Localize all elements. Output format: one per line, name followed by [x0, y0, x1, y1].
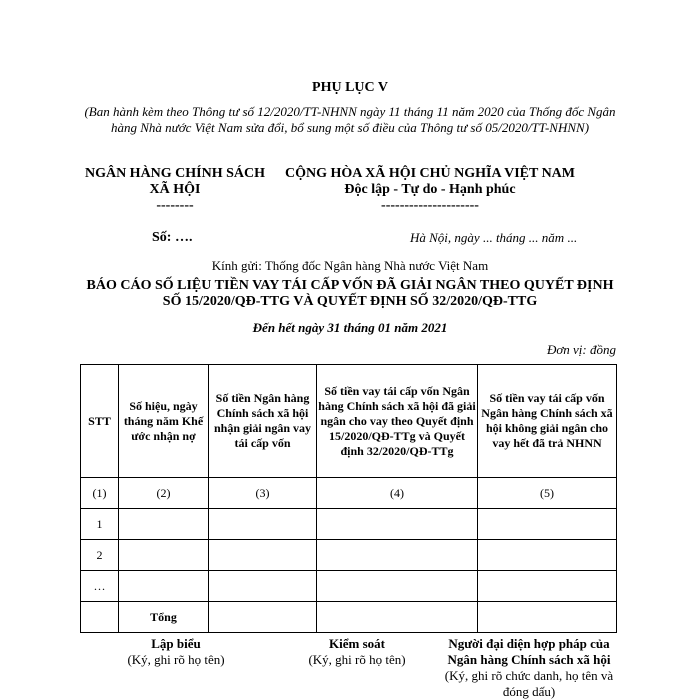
- unit-label: Đơn vị: đồng: [546, 342, 616, 357]
- header-repaid-amount: Số tiền vay tái cấp vốn Ngân hàng Chính sách xã hội không giải ngân cho vay hết đã trả NHNN: [478, 365, 617, 478]
- national-header: [280, 166, 580, 214]
- header-disbursed-amount: Số tiền vay tái cấp vốn Ngân hàng Chính sách xã hội đã giải ngân cho vay theo Quyết định 15/2020/QĐ-TTg và Quyết định 32/2020/QĐ-TTg: [317, 365, 478, 478]
- report-table: [80, 364, 617, 633]
- table-cell[interactable]: [209, 540, 317, 571]
- table-cell[interactable]: [119, 540, 209, 571]
- organization-block: [80, 166, 270, 214]
- nation-name: CỘNG HÒA XÃ HỘI CHỦ NGHĨA VIỆT NAM: [284, 166, 575, 181]
- signature-note: (Ký, ghi rõ chức danh, họ tên và đóng dấu): [444, 668, 614, 699]
- signature-title: Người đại diện hợp pháp của Ngân hàng Chính sách xã hội: [447, 636, 611, 667]
- table-cell[interactable]: [478, 540, 617, 571]
- nation-rule: ---------------------: [381, 198, 479, 213]
- header-stt: STT: [81, 365, 119, 478]
- report-title: BÁO CÁO SỐ LIỆU TIỀN VAY TÁI CẤP VỐN ĐÃ GIẢI NGÂN THEO QUYẾT ĐỊNH SỐ 15/2020/QĐ-TTG VÀ QUYẾT ĐỊNH SỐ 32/2020/QĐ-TTG: [86, 278, 614, 309]
- header-received-amount: Số tiền Ngân hàng Chính sách xã hội nhận giải ngân vay tái cấp vốn: [209, 365, 317, 478]
- header-contract: Số hiệu, ngày tháng năm Khế ước nhận nợ: [119, 365, 209, 478]
- nation-motto: Độc lập - Tự do - Hạnh phúc: [344, 182, 516, 197]
- signature-controller: [282, 636, 432, 668]
- signature-note: (Ký, ghi rõ họ tên): [308, 652, 406, 667]
- column-number: (1): [81, 478, 119, 509]
- table-cell[interactable]: [119, 571, 209, 602]
- organization-rule: --------: [156, 198, 194, 213]
- table-cell[interactable]: [209, 571, 317, 602]
- row-index: 1: [81, 509, 119, 540]
- total-label: Tổng: [119, 602, 209, 633]
- table-row: [81, 540, 617, 571]
- place-date: Hà Nội, ngày ... tháng ... năm ...: [410, 230, 578, 245]
- recipient-line: Kính gửi: Thống đốc Ngân hàng Nhà nước Việt Nam: [211, 258, 489, 273]
- table-row: [81, 571, 617, 602]
- table-cell: [81, 602, 119, 633]
- table-cell[interactable]: [478, 602, 617, 633]
- column-number: (3): [209, 478, 317, 509]
- signature-representative: [434, 636, 624, 700]
- total-row: [81, 602, 617, 633]
- appendix-title: PHỤ LỤC V: [312, 80, 388, 95]
- signature-preparer: [96, 636, 256, 668]
- document-number: Số: ….: [152, 230, 193, 245]
- column-number: (2): [119, 478, 209, 509]
- column-number: (5): [478, 478, 617, 509]
- report-period: Đến hết ngày 31 tháng 01 năm 2021: [252, 320, 448, 335]
- column-number-row: [81, 478, 617, 509]
- row-index: …: [81, 571, 119, 602]
- table-cell[interactable]: [209, 602, 317, 633]
- issued-note: (Ban hành kèm theo Thông tư số 12/2020/TT-NHNN ngày 11 tháng 11 năm 2020 của Thống đốc Ngân hàng Nhà nước Việt Nam sửa đổi, bổ sung một số điều của Thông tư số 05/2020/TT-NHNN): [84, 104, 616, 135]
- table-cell[interactable]: [209, 509, 317, 540]
- organization-name: NGÂN HÀNG CHÍNH SÁCH XÃ HỘI: [84, 166, 266, 197]
- table-cell[interactable]: [317, 509, 478, 540]
- table-cell[interactable]: [478, 509, 617, 540]
- table-cell[interactable]: [478, 571, 617, 602]
- row-index: 2: [81, 540, 119, 571]
- table-cell[interactable]: [317, 571, 478, 602]
- table-cell[interactable]: [317, 540, 478, 571]
- signature-title: Kiểm soát: [329, 636, 385, 651]
- table-cell[interactable]: [317, 602, 478, 633]
- signature-note: (Ký, ghi rõ họ tên): [127, 652, 225, 667]
- column-number: (4): [317, 478, 478, 509]
- table-header-row: [81, 365, 617, 478]
- table-row: [81, 509, 617, 540]
- table-cell[interactable]: [119, 509, 209, 540]
- signature-title: Lập biểu: [151, 636, 201, 651]
